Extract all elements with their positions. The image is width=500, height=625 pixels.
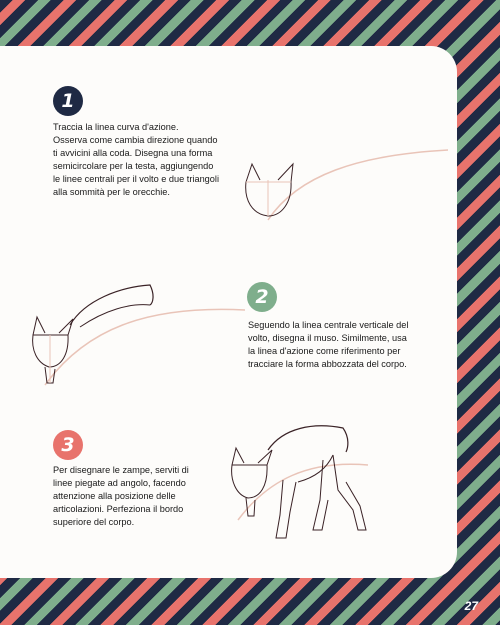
step-1-line: ti avvicini alla coda. Disegna una forma [53,148,213,158]
step-1-badge: 1 [53,86,83,116]
step-1-line: Traccia la linea curva d'azione. [53,122,179,132]
step-3-fox-full-sketch [228,420,378,550]
step-2-line: volto, disegna il muso. Similmente, usa [248,333,407,343]
step-2-line: la linea d'azione come riferimento per [248,346,401,356]
step-2-fox-body-sketch [25,275,250,395]
step-3-line: superiore del corpo. [53,517,135,527]
step-3-badge: 3 [53,430,83,460]
step-3-line: articolazioni. Perfeziona il bordo [53,504,184,514]
step-3-line: linee piegate ad angolo, facendo [53,478,186,488]
step-1-line: le linee centrali per il volto e due triangoli [53,174,219,184]
step-2-line: tracciare la forma abbozzata del corpo. [248,359,407,369]
step-1-line: semicircolare per la testa, aggiungendo [53,161,214,171]
step-3-text [53,464,203,529]
page-number: 27 [464,599,478,613]
step-3-line: Per disegnare le zampe, serviti di [53,465,189,475]
step-1-line: alla sommità per le orecchie. [53,187,170,197]
step-1-text [53,121,238,199]
step-1-line: Osserva come cambia direzione quando [53,135,218,145]
step-2-badge: 2 [247,282,277,312]
step-1-fox-head-sketch [238,130,458,230]
step-2-line: Seguendo la linea centrale verticale del [248,320,409,330]
step-2-text [248,319,423,371]
step-3-line: attenzione alla posizione delle [53,491,176,501]
